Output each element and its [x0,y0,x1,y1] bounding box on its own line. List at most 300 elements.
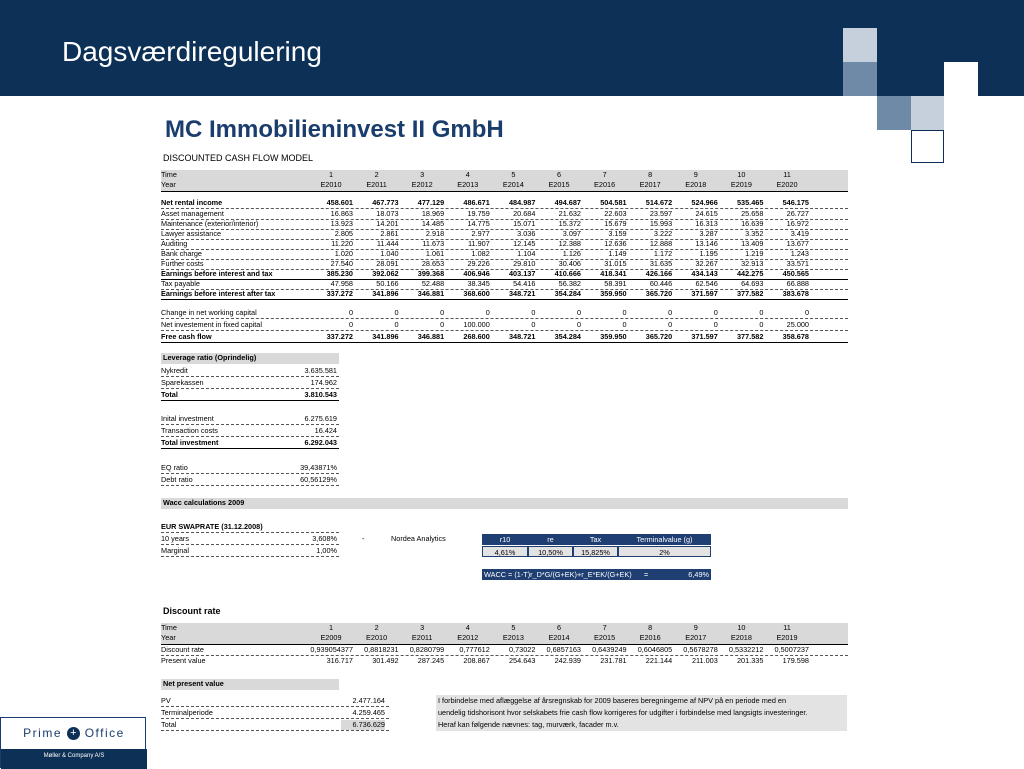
dcf-cell: 16.972 [786,219,809,228]
dcf-cell: 16.863 [330,209,353,218]
inv-row [161,426,339,437]
dcf-cell: 524.966 [691,198,718,207]
dcf-cell: 385.230 [326,269,353,278]
dcf-cell: 399.368 [417,269,445,278]
dcf-cell: 341.896 [372,289,399,298]
dcf-cell: 31.015 [604,259,627,268]
year-cell: E2010 [320,180,342,189]
dcf-cell: 15.071 [513,219,536,228]
inv-row [161,438,339,449]
note-line-1: I forbindelse med aflæggelse af årsregnskab for 2009 baseres beregningerne af NPV på en periode med en [438,696,787,705]
company-logo [0,717,146,768]
discount-rate-cell: 0,8818231 [364,645,399,654]
discount-time-cell: 11 [783,623,791,632]
time-cell: 6 [556,170,562,179]
dcf-cell: 1.172 [653,249,673,258]
dcf-cell: 32.267 [695,259,718,268]
wacc-header-cell: Terminalvalue (g) [618,534,711,545]
dcf-cell: 23.597 [649,209,673,218]
logo-bar [1,749,147,769]
wacc-value-cell: 10,50% [528,546,573,557]
discount-time-cell: 5 [511,623,516,632]
dcf-cell: 12.888 [649,239,673,248]
discount-year-cell: E2015 [594,633,616,642]
time-cell: 10 [737,170,746,179]
present-value-cell: 221.144 [645,656,673,665]
present-value-row [161,656,848,666]
dcf-cell: 359.950 [600,332,627,341]
dcf-cell: 1.219 [745,249,764,258]
discount-rate-cell: 0,939054377 [310,645,353,654]
present-value-cell: 211.003 [691,656,718,665]
dcf-cell: 3.419 [790,229,809,238]
dcf-cell: 403.137 [509,269,536,278]
time-cell: 1 [328,170,334,179]
dcf-row-label: Further costs [161,259,204,268]
dcf-cell: 0 [440,320,445,329]
dcf-cell: 467.773 [372,198,399,207]
dcf-cell: 2.805 [334,229,353,238]
deco-square [911,130,944,163]
lev-row-label: Sparekassen [161,378,204,387]
dcf-cell: 12.145 [513,239,536,248]
dcf-cell: 458.601 [326,198,353,207]
dcf-cell: 0 [759,308,764,317]
dcf-cell: 19.759 [467,209,490,218]
dcf-cell: 28.091 [376,259,399,268]
dcf-cell: 0 [348,320,353,329]
dcf-cell: 25.658 [741,209,764,218]
dcf-cell: 52.488 [421,279,445,288]
swap-10y-label: 10 years [161,534,189,543]
dcf-cell: 268.600 [463,332,490,341]
dcf-cell: 24.615 [695,209,718,218]
discount-time-cell: 4 [465,623,470,632]
dcf-cell: 33.571 [786,259,809,268]
year-cell: E2019 [730,180,752,189]
dcf-cell: 1.020 [334,249,353,258]
dcf-cell: 477.129 [417,198,445,207]
dcf-cell: 494.687 [554,198,581,207]
dcf-cell: 56.382 [558,279,581,288]
dcf-cell: 29.810 [513,259,536,268]
dcf-cell: 30.406 [558,259,581,268]
marginal-value: 1,00% [316,546,337,555]
discount-rate-cell: 0,5007237 [774,645,809,654]
swap-row-marginal [161,546,339,557]
dcf-cell: 0 [440,308,445,317]
time-cell: 3 [420,170,425,179]
discount-rate-cell: 0,8280799 [409,645,445,654]
discount-year-cell: E2019 [776,633,798,642]
dcf-cell: 359.950 [600,289,627,298]
dcf-cell: 434.143 [691,269,718,278]
dcf-cell: 25.000 [786,320,809,329]
year-cell: E2020 [776,180,798,189]
wacc-formula: WACC = (1-T)r_D*G/(G+EK)+r_E*EK/(G+EK) [484,570,632,579]
dcf-cell: 60.446 [649,279,673,288]
dcf-cell: 406.946 [463,269,490,278]
discount-time-cell: 1 [328,623,334,632]
discount-year-cell: E2018 [730,633,752,642]
dcf-cell: 1.082 [471,249,490,258]
dcf-cell: 346.881 [417,332,445,341]
slide-title: Dagsværdiregulering [62,36,322,67]
deco-square [843,62,877,96]
lev-row-label: Total [161,390,178,399]
dcf-row-label: Net investement in fixed capital [161,320,262,329]
dcf-cell: 450.565 [782,269,809,278]
discount-time-cell: 6 [556,623,562,632]
rat-row [161,463,339,474]
present-value-cell: 316.717 [326,656,353,665]
dcf-cell: 341.896 [372,332,399,341]
dcf-table [161,170,848,345]
dcf-cell: 348.721 [509,289,536,298]
discount-time-cell: 3 [420,623,425,632]
dcf-cell: 354.284 [554,289,581,298]
discount-time-cell: 2 [374,623,379,632]
dcf-cell: 21.632 [558,209,581,218]
discount-rate-cell: 0,6439249 [592,645,627,654]
dcf-cell: 26.727 [786,209,809,218]
dcf-cell: 535.465 [737,198,764,207]
dcf-cell: 348.721 [509,332,536,341]
discount-rate-cell: 0,73022 [509,645,536,654]
year-cell: E2011 [366,180,387,189]
dcf-cell: 13.409 [741,239,764,248]
dcf-cell: 13.677 [786,239,809,248]
discount-year-cell: E2010 [366,633,388,642]
dcf-cell: 377.582 [737,289,764,298]
inv-row-label: Transaction costs [161,426,218,435]
dcf-row [161,198,848,209]
dcf-cell: 346.881 [417,289,445,298]
wacc-value-cell: 4,61% [482,546,528,557]
dcf-row-label: Earnings before interest and tax [161,269,273,278]
dcf-cell: 66.888 [786,279,809,288]
dcf-cell: 0 [531,308,536,317]
investment-table [161,414,339,450]
wacc-header-cell: re [528,534,573,545]
dcf-row [161,332,848,343]
dcf-cell: 0 [668,308,673,317]
dcf-cell: 0 [622,320,627,329]
wacc-formula-value: 6,49% [688,570,709,579]
present-value-cell: 201.335 [737,656,764,665]
dcf-cell: 354.284 [554,332,581,341]
dcf-cell: 38.345 [467,279,490,288]
inv-row-value: 16.424 [314,426,337,435]
npv-row-label: PV [161,696,171,705]
year-cell: E2012 [411,180,433,189]
dcf-cell: 1.104 [517,249,536,258]
deco-square [877,62,911,96]
dcf-cell: 31.635 [649,259,673,268]
wacc-value-cell: 2% [618,546,711,557]
dcf-cell: 3.222 [653,229,673,238]
inv-row [161,414,339,425]
dcf-cell: 2.977 [471,229,490,238]
dcf-cell: 54.416 [513,279,536,288]
rat-row-value: 39,43871% [300,463,337,472]
deco-square [877,96,911,130]
lev-row [161,366,339,377]
dcf-cell: 0 [576,320,581,329]
time-cell: 8 [648,170,653,179]
npv-table [161,679,389,734]
dcf-row [161,289,848,300]
leverage-table [161,353,339,403]
npv-row-label: Terminalperiode [161,708,213,717]
dcf-cell: 28.653 [421,259,445,268]
npv-row-label: Total [161,720,177,729]
lev-row-value: 3.810.543 [304,390,337,399]
note-line-2: uendelig tidshorisont hvor selskabets frie cash flow korrigeres for udgifter i forbindelse med langsigts investeringer. [438,708,808,717]
dcf-cell: 426.166 [645,269,673,278]
dcf-cell: 14.485 [421,219,445,228]
time-cell: 11 [783,170,791,179]
dcf-cell: 1.149 [608,249,627,258]
dcf-row [161,320,848,331]
dcf-cell: 1.243 [790,249,809,258]
logo-text [1,726,147,740]
dcf-cell: 1.195 [699,249,718,258]
wacc-value-cell: 15,825% [573,546,618,557]
dcf-cell: 15.679 [604,219,627,228]
wacc-title-label: Wacc calculations 2009 [163,498,245,507]
time-cell: 4 [465,170,470,179]
present-value-cell: 287.245 [417,656,445,665]
dcf-cell: 2.918 [425,229,445,238]
dcf-cell: 16.639 [741,219,764,228]
year-label: Year [161,180,176,189]
dcf-cell: 1.061 [425,249,445,258]
swap-10y-value: 3,608% [312,534,337,543]
rat-row-label: Debt ratio [161,475,193,484]
dcf-header [161,170,848,191]
swap-title-label: EUR SWAPRATE (31.12.2008) [161,522,263,531]
dcf-cell: 12.636 [604,239,627,248]
dcf-cell: 0 [622,308,627,317]
dcf-cell: 2.861 [380,229,399,238]
present-value-cell: 208.867 [463,656,490,665]
deco-square [843,28,877,62]
company-name: MC Immobilieninvest II GmbH [165,116,504,143]
dcf-cell: 18.969 [421,209,445,218]
time-cell: 5 [511,170,516,179]
present-value-cell: 254.643 [509,656,536,665]
logo-right-word: Office [84,726,125,740]
discount-year-cell: E2011 [411,633,433,642]
lev-title-label: Leverage ratio (Oprindelig) [163,353,257,362]
lev-row-value: 3.635.581 [304,366,337,375]
dcf-row-label: Net rental income [161,198,223,207]
lev-row [161,378,339,389]
swap-row-10y [161,534,339,545]
dcf-cell: 15.993 [649,219,673,228]
dcf-row-label: Earnings before interest after tax [161,289,276,298]
discount-year-cell: E2009 [320,633,342,642]
year-cell: E2018 [685,180,707,189]
wacc-header-cell: Tax [573,534,618,545]
discount-year-cell: E2013 [502,633,524,642]
dcf-header-rule [161,191,848,192]
dcf-cell: 20.684 [513,209,536,218]
ratio-table [161,463,339,487]
dcf-cell: 0 [759,320,764,329]
discount-rate-row [161,645,848,656]
model-title: DISCOUNTED CASH FLOW MODEL [163,153,314,163]
dcf-cell: 0 [804,308,809,317]
deco-square [911,96,944,130]
dcf-row-label: Bank charge [161,249,202,258]
discount-title: Discount rate [163,606,221,616]
rat-row-value: 60,56129% [300,475,337,484]
npv-row [161,696,389,707]
dcf-cell: 22.603 [604,209,627,218]
dcf-cell: 3.097 [562,229,581,238]
dcf-cell: 383.678 [782,289,809,298]
dcf-cell: 546.175 [782,198,809,207]
logo-plus-icon: + [67,727,80,740]
discount-time-cell: 8 [648,623,653,632]
discount-year-cell: E2012 [457,633,479,642]
dcf-cell: 371.597 [691,332,718,341]
discount-rate-cell: 0,6046805 [637,645,673,654]
dcf-cell: 14.201 [376,219,399,228]
dcf-cell: 442.275 [737,269,764,278]
discount-time-cell: 9 [693,623,698,632]
inv-row-value: 6.292.043 [304,438,337,447]
npv-row [161,708,389,719]
dcf-cell: 11.220 [331,239,353,248]
lev-title [161,353,339,364]
discount-time-cell: 7 [602,623,607,632]
year-cell: E2016 [594,180,616,189]
present-value-cell: 231.781 [600,656,627,665]
discount-rate-cell: 0,5332212 [728,645,764,654]
dcf-cell: 371.597 [691,289,718,298]
wacc-section [161,498,848,588]
dcf-cell: 58.391 [604,279,627,288]
dcf-cell: 0 [531,320,536,329]
dcf-row-label: Maintenance (exterior/interior) [161,219,259,228]
wacc-header-cell: r10 [482,534,528,545]
discount-rate-cell: 0,777612 [459,645,490,654]
dcf-cell: 365.720 [645,332,673,341]
discount-year-label: Year [161,633,176,642]
discount-year-cell: E2017 [685,633,707,642]
dcf-cell: 11.444 [376,239,399,248]
dcf-cell: 377.582 [737,332,764,341]
dcf-cell: 337.272 [326,289,353,298]
wacc-title [161,498,848,509]
npv-row [161,720,389,731]
time-cell: 2 [374,170,379,179]
inv-row-label: Inital investment [161,414,214,423]
dcf-cell: 32.913 [741,259,764,268]
npv-row-value: 6.736.629 [341,720,385,730]
dcf-row [161,308,848,319]
dcf-cell: 0 [713,320,718,329]
dcf-cell: 29.226 [467,259,490,268]
year-cell: E2015 [548,180,570,189]
dcf-cell: 12.388 [558,239,581,248]
wacc-formula-box [482,569,711,580]
logo-left-word: Prime [23,726,63,740]
npv-row-value: 4.259.465 [352,708,385,717]
lev-row-value: 174.962 [310,378,337,387]
dcf-cell: 15.372 [558,219,581,228]
lev-row-label: Nykredit [161,366,188,375]
dcf-cell: 484.987 [509,198,536,207]
time-cell: 9 [693,170,698,179]
dcf-cell: 13.146 [695,239,718,248]
dcf-cell: 11.907 [468,239,490,248]
dcf-cell: 0 [394,320,399,329]
swap-source: Nordea Analytics [391,534,446,543]
dcf-cell: 337.272 [326,332,353,341]
dcf-cell: 3.036 [517,229,536,238]
dcf-cell: 16.313 [695,219,718,228]
npv-title [161,679,339,690]
dcf-cell: 1.126 [562,249,581,258]
dcf-cell: 365.720 [645,289,673,298]
time-cell: 7 [602,170,607,179]
dcf-cell: 64.693 [741,279,764,288]
rat-row-label: EQ ratio [161,463,188,472]
wacc-formula-eq: = [644,570,649,579]
present-value-cell: 301.492 [372,656,399,665]
dcf-cell: 368.600 [463,289,490,298]
time-label: Time [161,170,177,179]
present-value-cell: 179.598 [782,656,809,665]
dcf-cell: 0 [348,308,353,317]
dcf-cell: 0 [394,308,399,317]
dcf-cell: 62.546 [695,279,718,288]
dcf-cell: 13.923 [330,219,353,228]
dcf-row-label: Asset management [161,209,224,218]
discount-year-cell: E2014 [548,633,570,642]
discount-rate-cell: 0,5678278 [683,645,718,654]
discount-rate-cell: 0,6857163 [546,645,581,654]
dcf-cell: 50.166 [376,279,399,288]
dcf-cell: 392.062 [372,269,399,278]
inv-row-label: Total investment [161,438,219,447]
swap-title [161,522,339,533]
rat-row [161,475,339,486]
dcf-cell: 100.000 [463,320,490,329]
swap-dash: - [362,534,365,543]
npv-row-value: 2.477.164 [352,696,385,705]
dcf-cell: 0 [485,308,490,317]
dcf-cell: 1.040 [380,249,399,258]
dcf-row-label: Auditing [161,239,188,248]
discount-header [161,623,848,644]
dcf-cell: 514.672 [645,198,673,207]
discount-rate-label: Discount rate [161,645,204,654]
dcf-row-label: Lawyer assistance [161,229,222,238]
year-cell: E2013 [457,180,479,189]
dcf-cell: 504.581 [600,198,627,207]
npv-note [436,695,847,731]
dcf-cell: 0 [713,308,718,317]
dcf-cell: 14.775 [467,219,490,228]
dcf-cell: 3.287 [699,229,718,238]
dcf-cell: 3.159 [608,229,627,238]
dcf-cell: 0 [576,308,581,317]
